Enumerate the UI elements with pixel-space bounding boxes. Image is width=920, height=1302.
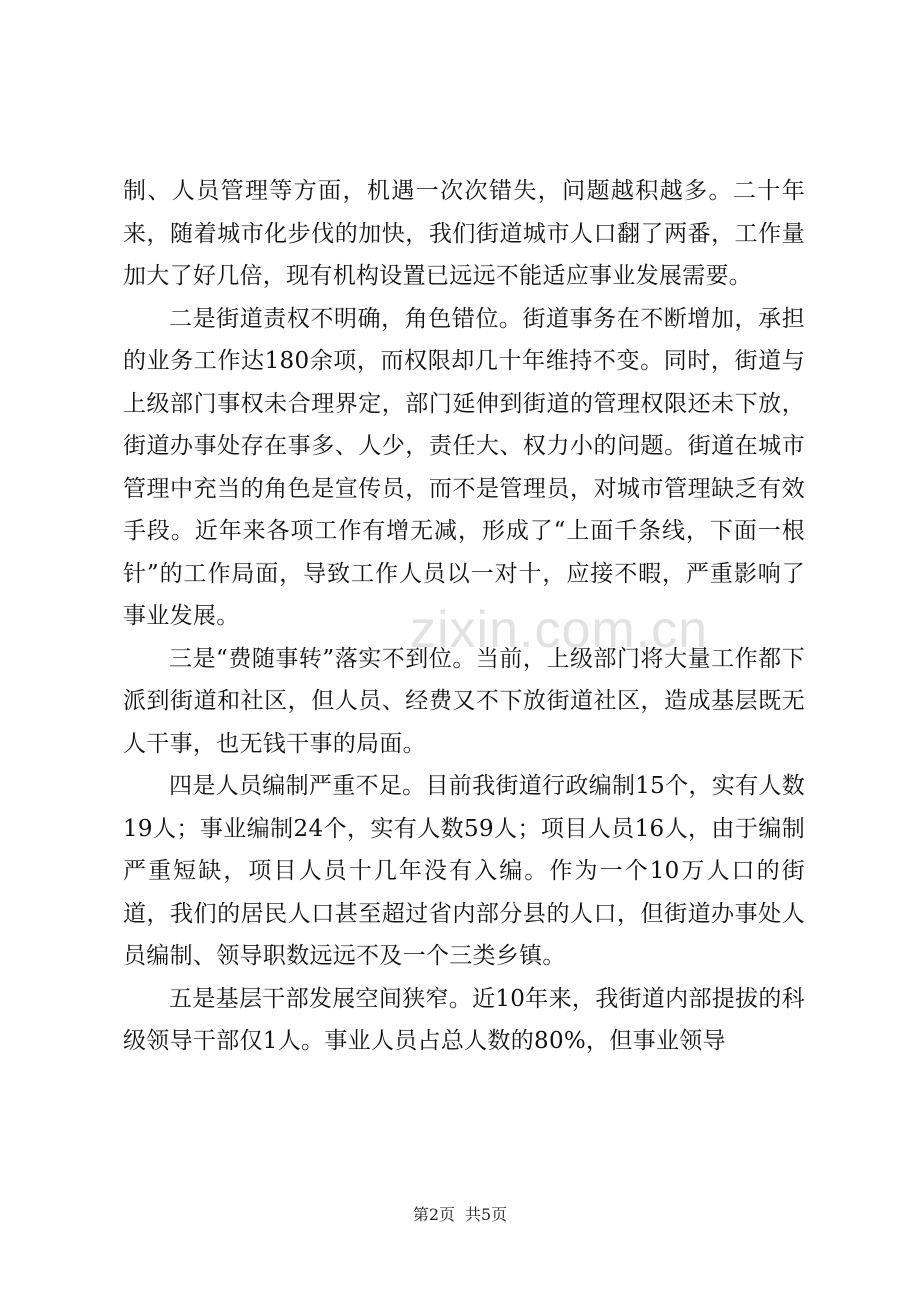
page-footer (0, 1202, 920, 1225)
paragraph-item-two: 二是街道责权不明确，角色错位。街道事务在不断增加，承担的业务工作达180余项，而权限却几十年维持不变。同时，街道与上级部门事权未合理界定，部门延伸到街道的管理权限还未下放，街道办事处存在事多、人少，责任大、权力小的问题。街道在城市管理中充当的角色是宣传员，而不是管理员，对城市管理缺乏有效手段。近年来各项工作有增无减，形成了“上面千条线，下面一根针”的工作局面，导致工作人员以一对十，应接不暇，严重影响了事业发展。 (123, 305, 805, 629)
page-number: 第2页 (412, 1205, 455, 1224)
paragraph-continued: 制、人员管理等方面，机遇一次次错失，问题越积越多。二十年来，随着城市化步伐的加快，我们街道城市人口翻了两番，工作量加大了好几倍，现有机构设置已远远不能适应事业发展需要。 (123, 178, 805, 289)
page-total: 共5页 (465, 1205, 508, 1224)
paragraph-item-four: 四是人员编制严重不足。目前我街道行政编制15个，实有人数19人；事业编制24个，实有人数59人；项目人员16人，由于编制严重短缺，项目人员十几年没有入编。作为一个10万人口的街道，我们的居民人口甚至超过省内部分县的人口，但街道办事处人员编制、领导职数远远不及一个三类乡镇。 (123, 773, 805, 969)
document-body (123, 170, 805, 1063)
paragraph-item-five: 五是基层干部发展空间狭窄。近10年来，我街道内部提拔的科级领导干部仅1人。事业人员占总人数的80%，但事业领导 (123, 985, 805, 1054)
paragraph-item-three: 三是“费随事转”落实不到位。当前，上级部门将大量工作都下派到街道和社区，但人员、经费又不下放街道社区，造成基层既无人干事，也无钱干事的局面。 (123, 645, 805, 757)
watermark: zixin.com.cn (410, 601, 709, 659)
